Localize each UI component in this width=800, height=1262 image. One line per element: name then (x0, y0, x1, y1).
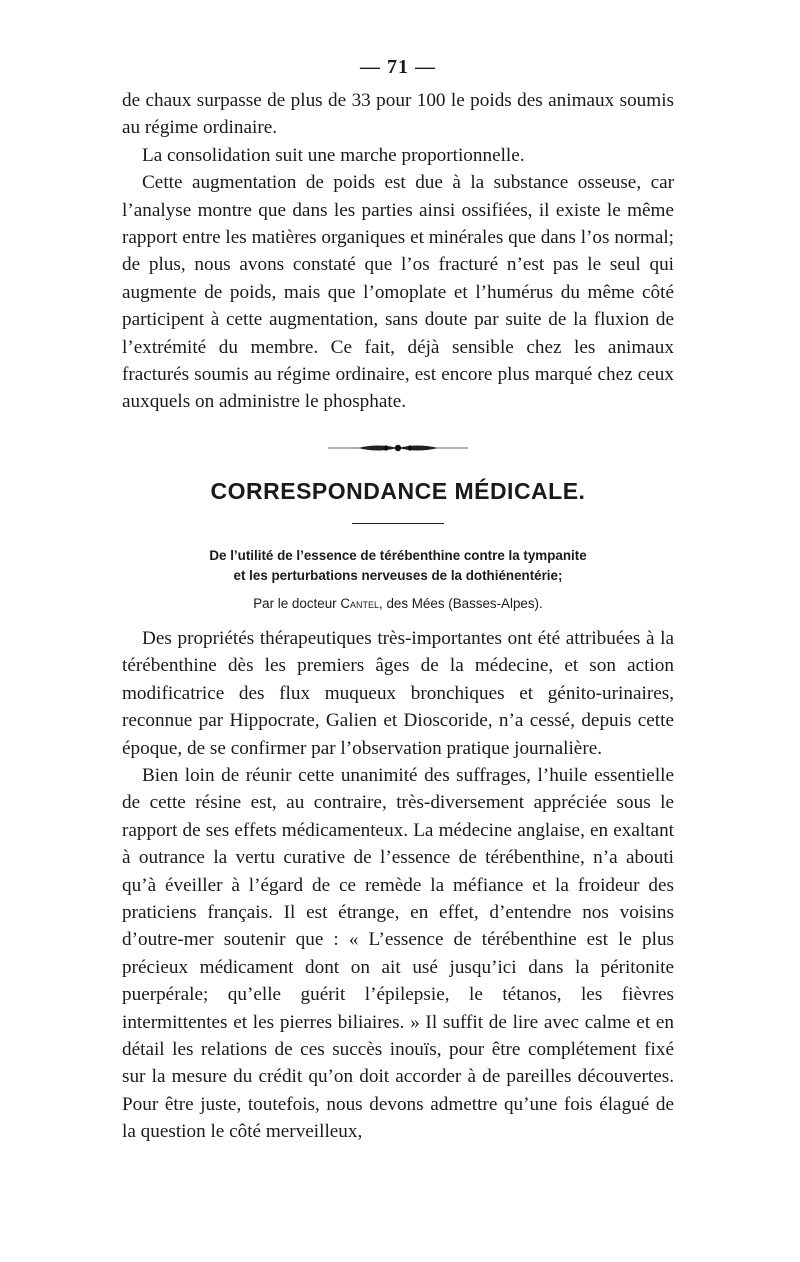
book-page (122, 56, 674, 1146)
byline-suffix: , des Mées (Basses-Alpes). (379, 595, 543, 611)
paragraph-intro-1: de chaux surpasse de plus de 33 pour 100 le poids des animaux soumis au régime ordinaire. (122, 90, 674, 139)
article-byline (122, 596, 674, 611)
heading-rule (352, 523, 444, 524)
article-subheading-line-1: De l’utilité de l’essence de térébenthine contre la tympanite (209, 547, 587, 563)
paragraph-intro-3: Cette augmentation de poids est due à la substance osseuse, car l’analyse montre que dans les parties ainsi ossifiées, il existe le même rapport entre les matières organiques et minérales que dans l’os normal; de plus, nous avons constaté que l’os fracturé n’est pas le seul qui augmente de poids, mais que l’omoplate et l’humérus du même côté participent à cette augmentation, sans doute par suite de la fluxion de l’extrémité du membre. Ce fait, déjà sensible chez les animaux fracturés soumis au régime ordinaire, est encore plus marqué chez ceux auxquels on administre le phosphate. (122, 172, 674, 413)
paragraph-body-1: Des propriétés thérapeutiques très-importantes ont été attribuées à la térébenthine dès les premiers âges de la médecine, et son action modificatrice des flux muqueux bronchiques et génito-urinaires, reconnue par Hippocrate, Galien et Dioscoride, n’a cessé, depuis cette époque, de se confirmer par l’observation pratique journalière. (122, 627, 674, 759)
section-heading: CORRESPONDANCE MÉDICALE. (210, 477, 586, 504)
byline-prefix: Par le docteur (253, 595, 341, 611)
page-number: — 71 — (360, 56, 436, 78)
byline-author: Cantel (340, 595, 380, 611)
paragraph-body-2: Bien loin de réunir cette unanimité des suffrages, l’huile essentielle de cette résine est, au contraire, très-diversement appréciée sous le rapport de ses effets médicamenteux. La médecine anglaise, en exaltant à outrance la vertu curative de l’essence de térébenthine, n’a abouti qu’à éveiller à l’égard de ce remède la méfiance et la froideur des praticiens français. Il est étrange, en effet, d’entendre nos voisins d’outre-mer soutenir que : « L’essence de térébenthine est le plus précieux médicament dont on ait usé jusqu’ici dans la péritonite puerpérale; qu’elle guérit l’épilepsie, le tétanos, les fièvres intermittentes et les pierres biliaires. » Il suffit de lire avec calme et en détail les relations de ces succès inouïs, pour être complétement fixé sur la mesure du crédit qu’on doit accorder à de pareilles découvertes. Pour être juste, toutefois, nous devons admettre qu’une fois élagué de la question le côté merveilleux, (122, 764, 674, 1143)
paragraph-intro-2: La consolidation suit une marche proportionnelle. (142, 144, 525, 166)
article-subheading (122, 546, 674, 586)
ornament-divider-icon (328, 442, 468, 454)
article-subheading-line-2: et les perturbations nerveuses de la dothiénentérie; (233, 567, 563, 583)
